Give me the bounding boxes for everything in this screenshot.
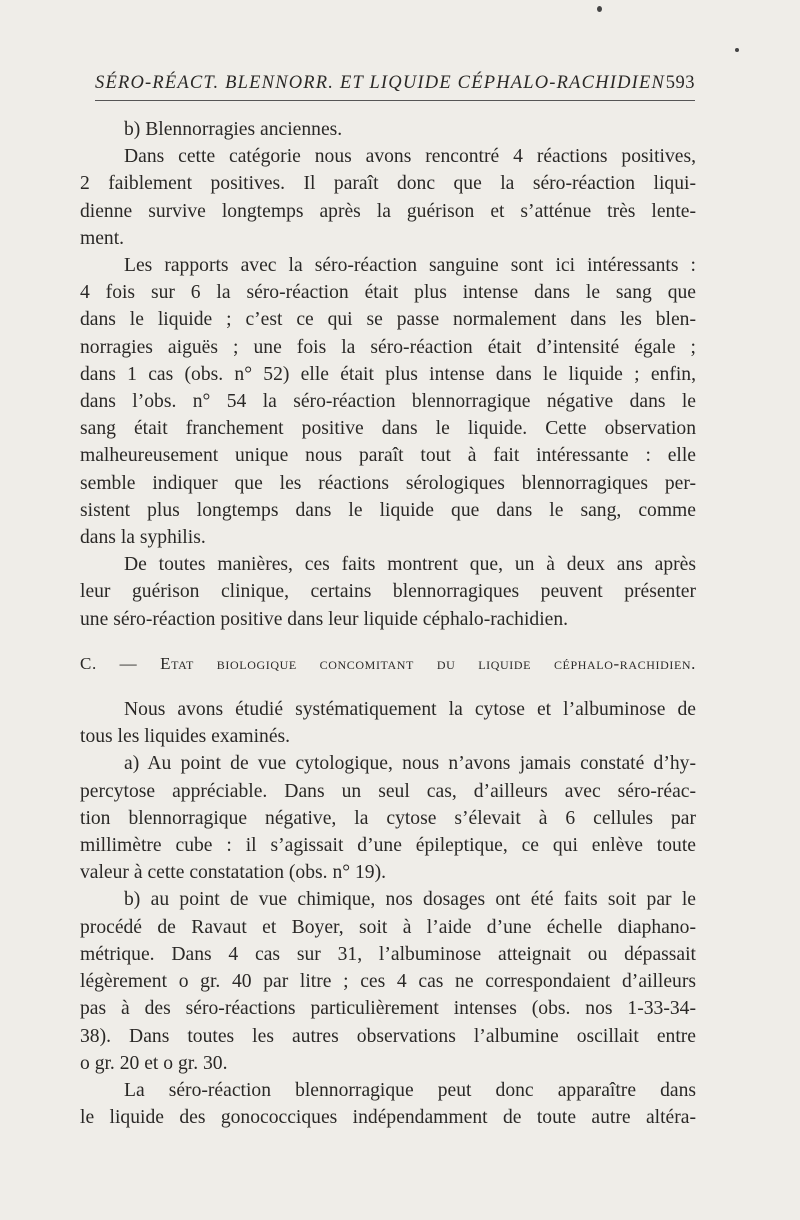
header-rule: [95, 100, 695, 101]
text-line: 38). Dans toutes les autres observations l’albumine oscillait entre: [80, 1025, 696, 1047]
text-line: semble indiquer que les réactions sérologiques blennorragiques per-: [80, 472, 696, 494]
running-title: SÉRO-RÉACT. BLENNORR. ET LIQUIDE CÉPHALO-RACHIDIEN: [95, 73, 666, 93]
text-line: Dans cette catégorie nous avons rencontré 4 réactions positives,: [124, 146, 696, 168]
text-line: b) au point de vue chimique, nos dosages ont été faits soit par le: [124, 889, 696, 911]
text-line: o gr. 20 et o gr. 30.: [80, 1052, 228, 1074]
text-line: De toutes manières, ces faits montrent que, un à deux ans après: [124, 554, 696, 576]
text-line: a) Au point de vue cytologique, nous n’avons jamais constaté d’hy-: [124, 753, 696, 775]
text-line: millimètre cube : il s’agissait d’une épileptique, ce qui enlève toute: [80, 835, 696, 857]
paragraph: [80, 696, 696, 750]
text-line: dans 1 cas (obs. n° 52) elle était plus intense dans le liquide ; enfin,: [80, 363, 696, 385]
text-line: tion blennorragique négative, la cytose s’élevait à 6 cellules par: [80, 807, 696, 829]
text-line: 4 fois sur 6 la séro-réaction était plus intense dans le sang que: [80, 282, 696, 304]
text-line: malheureusement unique nous paraît tout à fait intéressante : elle: [80, 445, 696, 467]
paragraph: [80, 143, 696, 252]
running-header: [95, 73, 695, 94]
text-line: percytose appréciable. Dans un seul cas, d’ailleurs avec séro-réac-: [80, 780, 696, 802]
text-line: dans la syphilis.: [80, 527, 206, 549]
text-line: sistent plus longtemps dans le liquide que dans le sang, comme: [80, 499, 696, 521]
text-line: dienne survive longtemps après la guérison et s’atténue très lente-: [80, 200, 696, 222]
subheading: b) Blennorragies anciennes.: [124, 119, 343, 140]
paragraph: [80, 116, 696, 143]
text-line: dans l’obs. n° 54 la séro-réaction blennorragique négative dans le: [80, 391, 696, 413]
text-line: procédé de Ravaut et Boyer, soit à l’aide d’une échelle diaphano-: [80, 916, 696, 938]
paragraph: [80, 1077, 696, 1131]
text-line: tous les liquides examinés.: [80, 726, 291, 748]
text-line: dans le liquide ; c’est ce qui se passe normalement dans les blen-: [80, 309, 696, 331]
text-line: valeur à cette constatation (obs. n° 19).: [80, 862, 386, 884]
text-line: légèrement o gr. 40 par litre ; ces 4 cas ne correspondaient d’ailleurs: [80, 971, 696, 993]
text-line: Les rapports avec la séro-réaction sanguine sont ici intéressants :: [124, 255, 696, 277]
text-line: leur guérison clinique, certains blennorragiques peuvent présenter: [80, 581, 696, 603]
page-number: 593: [665, 73, 695, 93]
paragraph: [80, 750, 696, 886]
text-line: ment.: [80, 227, 125, 249]
text-line: Nous avons étudié systématiquement la cytose et l’albuminose de: [124, 699, 696, 721]
ink-speck: [597, 6, 602, 12]
paragraph: [80, 886, 696, 1076]
paragraph: [80, 551, 696, 633]
text-line: le liquide des gonococciques indépendamment de toute autre altéra-: [80, 1107, 696, 1129]
text-line: 2 faiblement positives. Il paraît donc que la séro-réaction liqui-: [80, 173, 696, 195]
ink-speck: [735, 48, 739, 52]
text-line: une séro-réaction positive dans leur liquide céphalo-rachidien.: [80, 608, 569, 630]
paragraph: [80, 252, 696, 551]
text-line: La séro-réaction blennorragique peut donc apparaître dans: [124, 1079, 696, 1101]
text-line: norragies aiguës ; une fois la séro-réaction était d’intensité égale ;: [80, 336, 696, 358]
text-line: sang était franchement positive dans le liquide. Cette observation: [80, 418, 696, 440]
text-line: pas à des séro-réactions particulièrement intenses (obs. nos 1-33-34-: [80, 998, 696, 1020]
section-heading: C. — Etat biologique concomitant du liquide céphalo-rachidien.: [80, 653, 696, 673]
body-text: [80, 116, 696, 1131]
text-line: métrique. Dans 4 cas sur 31, l’albuminose atteignait ou dépassait: [80, 943, 696, 965]
